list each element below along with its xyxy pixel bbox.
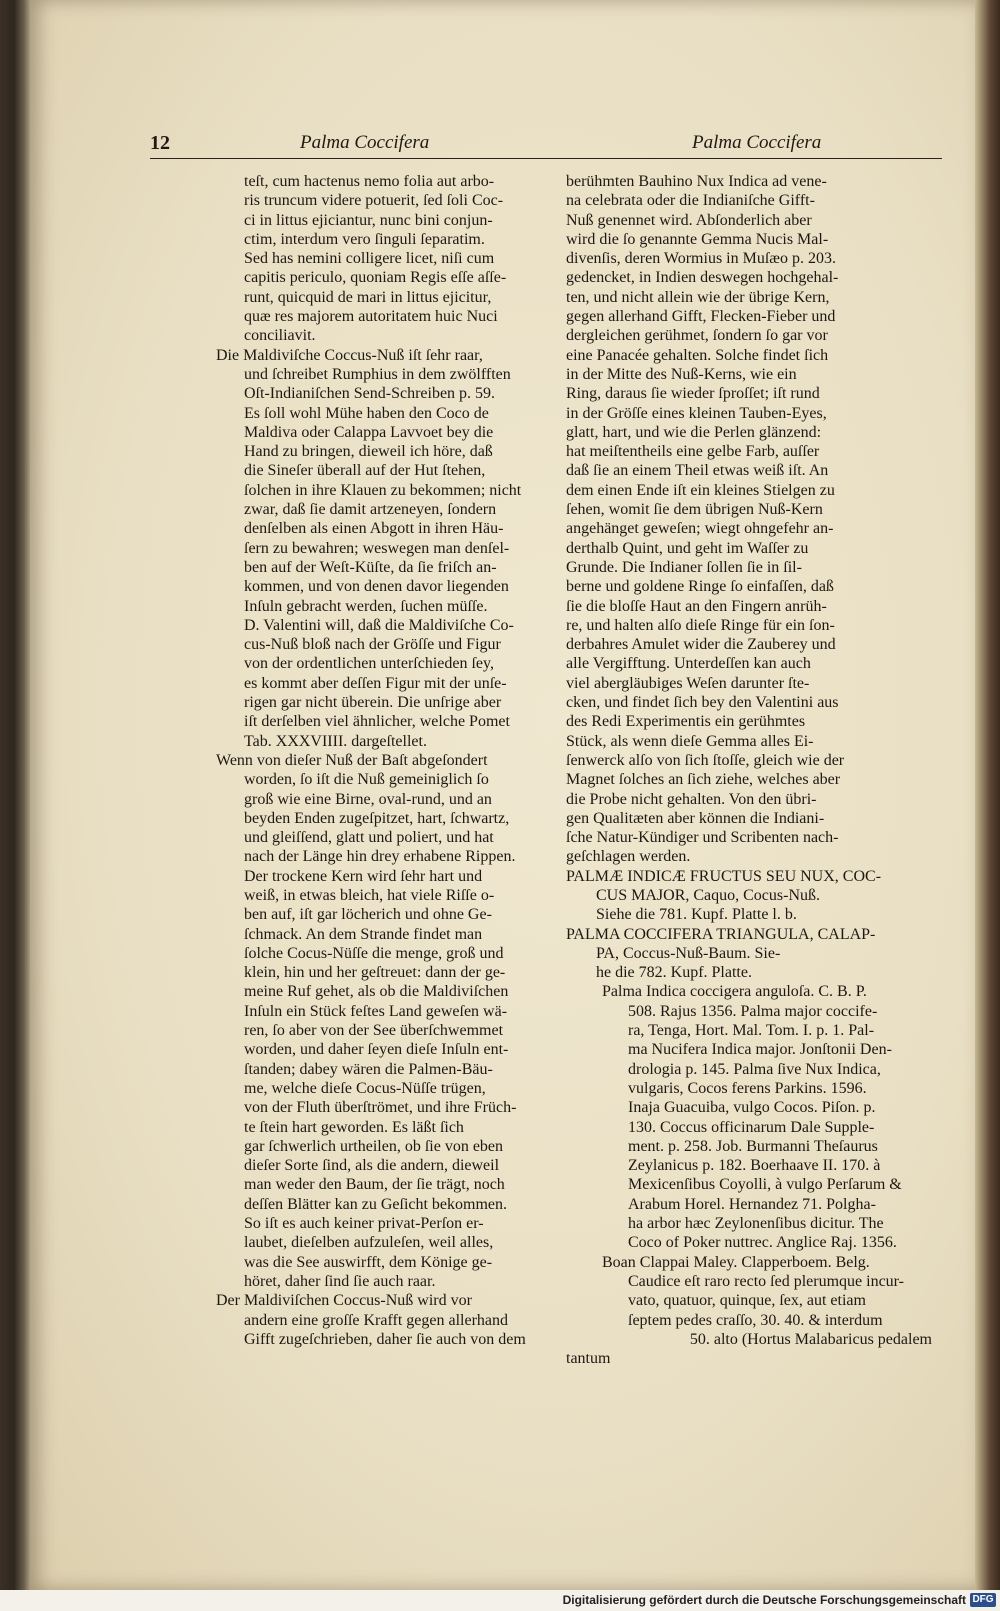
right-column-line: PA, Coccus-Nuß-Baum. Sie- bbox=[596, 944, 781, 962]
right-column-line: cken, und findet ſich bey den Valentini aus bbox=[566, 694, 839, 712]
left-column-line: andern eine groſſe Krafft gegen allerhand bbox=[244, 1311, 509, 1329]
left-column-line: Tab. XXXVIIII. dargeſtellet. bbox=[244, 732, 427, 750]
left-column-line: es kommt aber deſſen Figur mit der unſe- bbox=[244, 674, 507, 692]
left-column-line: weiß, in etwas bleich, hat viele Riſſe o- bbox=[244, 886, 495, 904]
left-column-line: gar ſchwerlich urtheilen, ob ſie von eben bbox=[244, 1137, 504, 1155]
left-column-line: ci in littus ejiciantur, nunc bini conjun- bbox=[244, 211, 493, 229]
left-column-line: ſtanden; dabey wären die Palmen-Bäu- bbox=[244, 1060, 493, 1078]
page-header bbox=[150, 132, 942, 159]
right-column-line: ſenwerck alſo von ſich ſtoſſe, gleich wie der bbox=[566, 751, 845, 769]
left-column-line: D. Valentini will, daß die Maldiviſche Co- bbox=[244, 616, 514, 634]
left-column-line: man weder den Baum, der ſie trägt, noch bbox=[244, 1176, 505, 1194]
left-column-line: teſt, cum hactenus nemo folia aut arbo- bbox=[244, 173, 495, 190]
right-column-line: Mexicenſibus Coyolli, à vulgo Perſarum & bbox=[628, 1176, 902, 1194]
right-column-line: PALMA COCCIFERA TRIANGULA, CALAP- bbox=[566, 925, 876, 943]
left-column-line: worden, und daher ſeyen dieſe Inſuln ent- bbox=[244, 1041, 509, 1059]
right-column-line: ha arbor hæc Zeylonenſibus dicitur. The bbox=[628, 1215, 884, 1233]
right-column-line: Boan Clappai Maley. Clapperboem. Belg. bbox=[602, 1253, 870, 1271]
left-column-line: Inſuln gebracht werden, ſuchen müſſe. bbox=[244, 597, 488, 615]
right-column-line: Grunde. Die Indianer ſollen ſie in ſil- bbox=[566, 558, 802, 576]
right-column-line: ra, Tenga, Hort. Mal. Tom. I. p. 1. Pal- bbox=[628, 1022, 875, 1040]
right-column-line: gedencket, in Indien deswegen hochgehal- bbox=[566, 269, 839, 287]
left-column-line: me, welche dieſe Cocus-Nüſſe trügen, bbox=[244, 1079, 486, 1097]
left-column-line: capitis periculo, quoniam Regis eſſe aſſe- bbox=[244, 269, 507, 287]
left-column-line: Sed has nemini colligere licet, niſi cum bbox=[244, 250, 495, 268]
left-column-line: von der ordentlichen unterſchieden ſey, bbox=[244, 655, 494, 673]
left-column-line: iſt derſelben viel ähnlicher, welche Pomet bbox=[244, 713, 510, 731]
right-column-line: drologia p. 145. Palma ſive Nux Indica, bbox=[628, 1060, 881, 1078]
right-column-line: geſchlagen werden. bbox=[566, 848, 691, 866]
running-head-right: Palma Coccifera bbox=[692, 132, 822, 153]
left-column-line: nach der Länge hin drey erhabene Rippen. bbox=[244, 848, 516, 866]
left-column-line: te ſtein hart geworden. Es läßt ſich bbox=[244, 1118, 464, 1136]
left-column-line: kommen, und von denen davor liegenden bbox=[244, 578, 509, 596]
left-column-line: und gleiſſend, glatt und poliert, und hat bbox=[244, 829, 494, 847]
right-column-line: derbahres Amulet wider die Zauberey und bbox=[566, 636, 836, 654]
right-column-line: Palma Indica coccigera anguloſa. C. B. P. bbox=[602, 983, 867, 1001]
right-text-column bbox=[566, 172, 960, 1368]
left-column-line: Oſt-Indianiſchen Send-Schreiben p. 59. bbox=[244, 385, 496, 403]
left-column-line: worden, ſo iſt die Nuß gemeiniglich ſo bbox=[244, 771, 489, 789]
right-column-line: alle Vergifftung. Unterdeſſen kan auch bbox=[566, 655, 811, 673]
right-column-line: dergleichen gerühmet, ſondern ſo gar vor bbox=[566, 327, 828, 345]
right-column-line: viel abergläubiges Weſen darunter ſte- bbox=[566, 674, 810, 692]
left-column-line: ben auf, iſt gar löcherich und ohne Ge- bbox=[244, 906, 492, 924]
right-column-line: berühmten Bauhino Nux Indica ad vene- bbox=[566, 173, 827, 190]
right-column-line: ment. p. 258. Job. Burmanni Theſaurus bbox=[628, 1137, 878, 1155]
left-column-line: klein, hin und her geſtreuet: dann der ge- bbox=[244, 964, 506, 982]
dfg-logo: DFG bbox=[970, 1593, 996, 1607]
left-column-line: dieſer Sorte ſind, als die andern, dieweil bbox=[244, 1157, 500, 1175]
left-column-line: zwar, daß ſie damit artzeneyen, ſondern bbox=[244, 501, 497, 519]
left-column-line: Gifft zugeſchrieben, daher ſie auch von dem bbox=[244, 1330, 526, 1348]
footer-bar bbox=[0, 1590, 1000, 1611]
right-column-line: angehänget geweſen; wiegt ohngefehr an- bbox=[566, 520, 834, 538]
left-column-line: beyden Enden zugeſpitzet, hart, ſchwartz, bbox=[244, 809, 510, 827]
running-head-left: Palma Coccifera bbox=[300, 132, 430, 153]
right-column-line: Coco of Poker nuttrec. Anglice Raj. 1356. bbox=[628, 1234, 897, 1252]
left-column-line: Die Maldiviſche Coccus-Nuß iſt ſehr raar, bbox=[216, 346, 483, 364]
right-column-line: Siehe die 781. Kupf. Platte l. b. bbox=[596, 906, 797, 924]
left-column-line: rigen gar nicht überein. Die unſrige aber bbox=[244, 694, 502, 712]
page-number: 12 bbox=[150, 132, 170, 154]
left-column-line: höret, daher ſind ſie auch raar. bbox=[244, 1272, 436, 1290]
right-column-line: gegen allerhand Gifft, Flecken-Fieber und bbox=[566, 308, 836, 326]
right-column-line: die Probe nicht gehalten. Von den übri- bbox=[566, 790, 817, 808]
right-column-line: gen Qualitæten aber können die Indiani- bbox=[566, 809, 825, 827]
left-column-line: Es ſoll wohl Mühe haben den Coco de bbox=[244, 404, 489, 422]
left-column-line: ſolche Cocus-Nüſſe die menge, groß und bbox=[244, 944, 504, 962]
right-column-line: glatt, hart, und wie die Perlen glänzend: bbox=[566, 423, 822, 441]
right-column-line: Magnet ſolches an ſich ziehe, welches aber bbox=[566, 771, 841, 789]
right-column-line: he die 782. Kupf. Platte. bbox=[596, 964, 752, 982]
left-column-line: ren, ſo aber von der See überſchwemmet bbox=[244, 1022, 504, 1040]
right-column-line: Stück, als wenn dieſe Gemma alles Ei- bbox=[566, 732, 814, 750]
right-column-line: ſehen, womit ſie dem übrigen Nuß-Kern bbox=[566, 501, 823, 519]
left-column-line: cus-Nuß bloß nach der Gröſſe und Figur bbox=[244, 636, 501, 654]
left-column-line: Wenn von dieſer Nuß der Baſt abgeſondert bbox=[216, 751, 488, 769]
right-column-line: re, und halten alſo dieſe Ringe für ein ſon- bbox=[566, 616, 835, 634]
right-column-line: vulgaris, Cocos ferens Parkins. 1596. bbox=[628, 1079, 867, 1097]
right-column-line: derthalb Quint, und geht im Waſſer zu bbox=[566, 539, 809, 557]
right-column-line: ma Nucifera Indica major. Jonſtonii Den- bbox=[628, 1041, 892, 1059]
left-column-line: meine Ruf gehet, als ob die Maldiviſchen bbox=[244, 983, 509, 1001]
right-column-line: wird die ſo genannte Gemma Nucis Mal- bbox=[566, 230, 829, 248]
right-column-line: na celebrata oder die Indianiſche Gifft- bbox=[566, 192, 815, 210]
left-column-line: ben auf der Weſt-Küſte, da ſie friſch an- bbox=[244, 558, 497, 576]
left-column-line: und ſchreibet Rumphius in dem zwölfften bbox=[244, 365, 511, 383]
right-column-line: berne und goldene Ringe ſo einfaſſen, daß bbox=[566, 578, 834, 596]
right-column-line: dem einen Ende iſt ein kleines Stielgen zu bbox=[566, 481, 835, 499]
right-column-line: Zeylanicus p. 182. Boerhaave II. 170. à bbox=[628, 1157, 881, 1175]
left-column-line: ctim, interdum vero ſinguli ſeparatim. bbox=[244, 230, 485, 248]
left-column-line: die Sineſer überall auf der Hut ſtehen, bbox=[244, 462, 486, 480]
left-column-line: Maldiva oder Calappa Lavvoet bey die bbox=[244, 423, 494, 441]
left-text-column bbox=[216, 172, 554, 1349]
right-column-line: hat meiſtentheils eine gelbe Farb, auſſer bbox=[566, 443, 820, 461]
left-column-line: groß wie eine Birne, oval-rund, und an bbox=[244, 790, 492, 808]
right-column-line: ten, und nicht allein wie der übrige Kern, bbox=[566, 288, 830, 306]
right-column-line: Nuß genennet wird. Abſonderlich aber bbox=[566, 211, 812, 229]
left-column-line: conciliavit. bbox=[244, 327, 316, 345]
right-column-line: in der Mitte des Nuß-Kerns, wie ein bbox=[566, 365, 797, 383]
right-column-line: CUS MAJOR, Caquo, Cocus-Nuß. bbox=[596, 886, 821, 904]
right-column-line: ſeptem pedes craſſo, 30. 40. & interdum bbox=[628, 1311, 883, 1329]
left-column-line: ris truncum videre potuerit, ſed ſoli Coc- bbox=[244, 192, 504, 210]
right-column-line: 50. alto (Hortus Malabaricus pedalem bbox=[689, 1330, 932, 1348]
left-column-line: deſſen Blätter kan zu Geſicht bekommen. bbox=[244, 1195, 508, 1213]
right-column-line: des Redi Experimentis ein gerühmtes bbox=[566, 713, 806, 731]
left-column-line: Der Maldiviſchen Coccus-Nuß wird vor bbox=[216, 1292, 472, 1310]
left-column-line: Hand zu bringen, dieweil ich höre, daß bbox=[244, 443, 493, 461]
right-column-line: eine Panacée gehalten. Solche findet ſich bbox=[566, 346, 829, 364]
right-column-line: 508. Rajus 1356. Palma major coccife- bbox=[628, 1002, 878, 1020]
right-column-line: daß ſie an einem Theil etwas weiß iſt. An bbox=[566, 462, 829, 480]
right-column-line: in der Gröſſe eines kleinen Tauben-Eyes, bbox=[566, 404, 827, 422]
right-column-line: ſie die bloſſe Haut an den Fingern anrüh- bbox=[566, 597, 827, 615]
right-column-line: Inaja Guacuiba, vulgo Cocos. Piſon. p. bbox=[628, 1099, 876, 1117]
left-column-line: Der trockene Kern wird ſehr hart und bbox=[244, 867, 483, 885]
right-column-line: Ring, daraus ſie wieder ſproſſet; iſt rund bbox=[566, 385, 820, 403]
left-column-line: was die See auswirfft, dem Könige ge- bbox=[244, 1253, 493, 1271]
left-column-line: ſern zu bewahren; weswegen man denſel- bbox=[244, 539, 510, 557]
right-column-line: Caudice eſt raro recto ſed plerumque incur- bbox=[628, 1272, 904, 1290]
right-column-line: PALMÆ INDICÆ FRUCTUS SEU NUX, COC- bbox=[566, 867, 882, 885]
right-column-line: Arabum Horel. Hernandez 71. Polgha- bbox=[628, 1195, 876, 1213]
left-column-line: laubet, dieſelben aufzuleſen, weil alles, bbox=[244, 1234, 494, 1252]
right-column-line: ſche Natur-Kündiger und Scribenten nach- bbox=[566, 829, 839, 847]
funding-credit: Digitalisierung gefördert durch die Deutsche Forschungsgemeinschaft bbox=[562, 1593, 966, 1607]
left-column-line: Inſuln ein Stück feſtes Land geweſen wä- bbox=[244, 1002, 508, 1020]
left-column-line: quæ res majorem autoritatem huic Nuci bbox=[244, 308, 498, 326]
right-column-line: tantum bbox=[566, 1350, 611, 1368]
right-column-line: 130. Coccus officinarum Dale Supple- bbox=[628, 1118, 875, 1136]
left-column-line: ſolchen in ihre Klauen zu bekommen; nicht bbox=[244, 481, 522, 499]
left-column-line: denſelben als einen Abgott in ihren Häu- bbox=[244, 520, 504, 538]
left-column-line: So iſt es auch keiner privat-Perſon er- bbox=[244, 1215, 484, 1233]
right-column-line: vato, quatuor, quinque, ſex, aut etiam bbox=[628, 1292, 866, 1310]
left-column-line: runt, quicquid de mari in littus ejicitur, bbox=[244, 288, 492, 306]
right-column-line: divenſis, deren Wormius in Muſæo p. 203. bbox=[566, 250, 836, 268]
left-column-line: ſchmack. An dem Strande findet man bbox=[244, 925, 483, 943]
left-column-line: von der Fluth überſtrömet, und ihre Früch- bbox=[244, 1099, 517, 1117]
